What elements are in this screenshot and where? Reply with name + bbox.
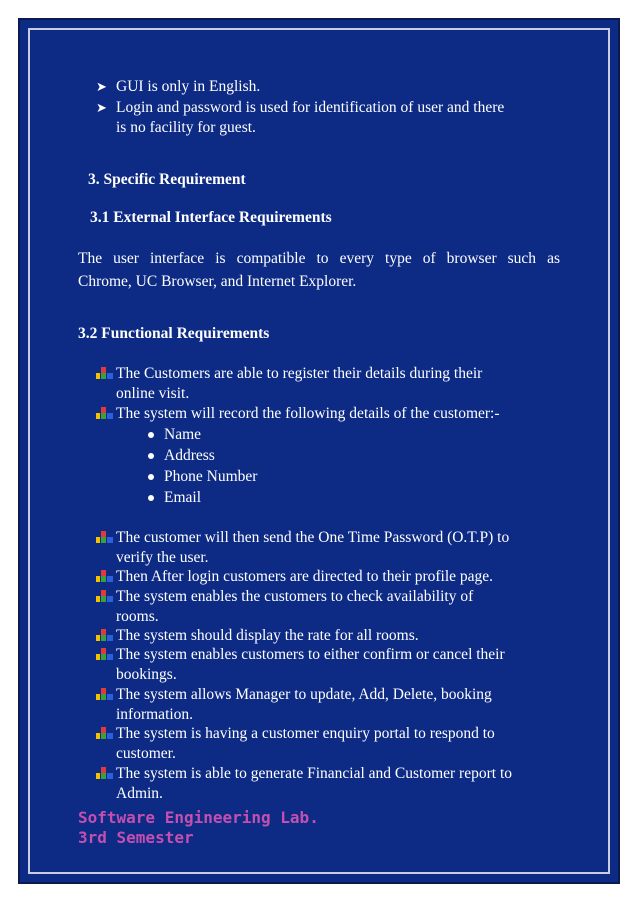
arrow-icon: ➤ [96, 100, 107, 115]
detail-item: Name [164, 426, 202, 443]
requirement-continuation: verify the user. [116, 549, 209, 566]
footer-semester: 3rd Semester [78, 828, 194, 847]
intro-bullet: Login and password is used for identification of user and there [116, 99, 505, 116]
requirement-item: Then After login customers are directed to their profile page. [116, 568, 494, 585]
paragraph-line: The user interface is compatible to every type of browser such as [78, 250, 560, 267]
requirement-item: The system is having a customer enquiry portal to respond to [116, 725, 495, 742]
flag-icon [96, 688, 113, 700]
flag-icon [96, 629, 113, 641]
requirement-continuation: online visit. [116, 385, 190, 402]
requirement-item: The Customers are able to register their details during their [116, 365, 483, 382]
requirement-continuation: information. [116, 706, 194, 723]
bullet-icon [148, 432, 154, 438]
footer-course: Software Engineering Lab. [78, 808, 319, 827]
subsection-heading: 3.1 External Interface Requirements [90, 209, 332, 226]
requirement-item: The system should display the rate for all rooms. [116, 627, 419, 644]
requirement-item: The system enables customers to either confirm or cancel their [116, 646, 505, 663]
bullet-icon [148, 495, 154, 501]
detail-item: Phone Number [164, 468, 258, 485]
detail-item: Email [164, 489, 202, 506]
flag-icon [96, 531, 113, 543]
flag-icon [96, 727, 113, 739]
bullet-icon [148, 453, 154, 459]
flag-icon [96, 367, 113, 379]
intro-bullet-continuation: is no facility for guest. [116, 119, 256, 136]
flag-icon [96, 590, 113, 602]
paragraph-line: Chrome, UC Browser, and Internet Explorer. [78, 273, 357, 290]
flag-icon [96, 570, 113, 582]
bullet-icon [148, 474, 154, 480]
requirement-continuation: customer. [116, 745, 176, 762]
flag-icon [96, 407, 113, 419]
detail-item: Address [164, 447, 215, 464]
intro-bullet: GUI is only in English. [116, 78, 261, 95]
requirement-item: The system will record the following details of the customer:- [116, 405, 500, 422]
flag-icon [96, 767, 113, 779]
requirement-item: The customer will then send the One Time Password (O.T.P) to [116, 529, 510, 546]
subsection-heading: 3.2 Functional Requirements [78, 325, 270, 342]
requirement-item: The system allows Manager to update, Add, Delete, booking [116, 686, 492, 703]
flag-icon [96, 648, 113, 660]
requirement-continuation: bookings. [116, 666, 177, 683]
arrow-icon: ➤ [96, 79, 107, 94]
requirement-item: The system enables the customers to check availability of [116, 588, 474, 605]
requirement-continuation: rooms. [116, 608, 159, 625]
requirement-continuation: Admin. [116, 785, 163, 802]
requirement-item: The system is able to generate Financial and Customer report to [116, 765, 512, 782]
section-heading: 3. Specific Requirement [88, 171, 246, 188]
